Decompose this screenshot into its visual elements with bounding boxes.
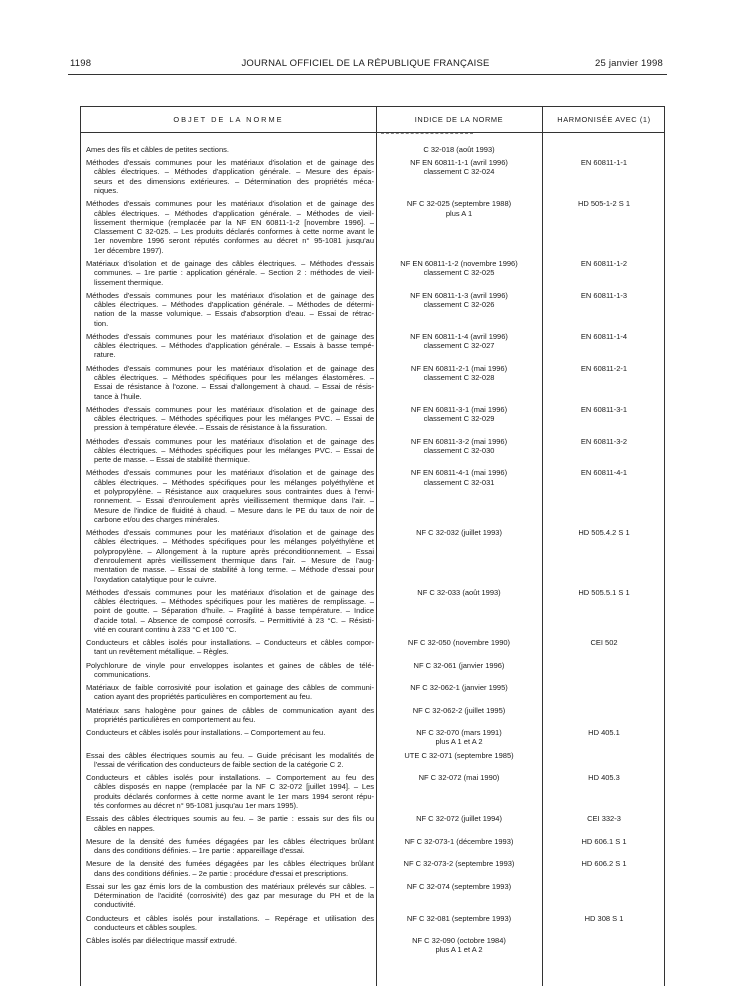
- indice-line: NF C 32-074 (septembre 1993): [406, 881, 512, 891]
- indice-line: NF C 32-073-2 (septembre 1993): [403, 859, 515, 869]
- cell-objet: [86, 661, 374, 680]
- objet-line: Essai des câbles électriques soumis au feu. – Guide précisant les modalités de: [86, 750, 374, 760]
- objet-line: Mesure de la densité des fumées dégagées par les câbles électriques brûlant: [86, 836, 374, 846]
- objet-line: câbles électriques. – Méthodes spécifiques pour les mélanges polyéthylène et: [94, 537, 374, 547]
- indice-line: classement C 32-030: [423, 445, 495, 455]
- harmonisee-line: EN 60811-4-1: [580, 468, 628, 478]
- objet-line: Méthodes d'essais communes pour les matériaux d'isolation et de gainage des: [86, 587, 374, 597]
- table-row: [81, 364, 664, 401]
- harmonisee-line: HD 505.5.1 S 1: [578, 587, 630, 597]
- indice-line: NF C 32-072 (juillet 1994): [416, 814, 502, 824]
- cell-harmonisee: [543, 773, 665, 782]
- indice-line: classement C 32-028: [423, 372, 495, 382]
- indice-line: NF C 32-032 (juillet 1993): [416, 528, 502, 538]
- table-row: [81, 814, 664, 833]
- table-row: [81, 773, 664, 810]
- harmonisee-line: HD 308 S 1: [584, 913, 624, 923]
- cell-harmonisee: [543, 914, 665, 923]
- cell-indice: [377, 332, 541, 351]
- objet-line: tance à l'huile.: [94, 391, 142, 401]
- table-row: [81, 259, 664, 287]
- objet-line: dans des conditions définies. – 2e partie : procédure d'essai et prescriptions.: [94, 868, 349, 878]
- table-row: [81, 437, 664, 465]
- harmonisee-line: HD 405.1: [588, 728, 620, 738]
- harmonisee-line: EN 60811-2-1: [580, 363, 628, 373]
- cell-indice: [377, 751, 541, 760]
- objet-line: l'oxydation catalytique pour le cuivre.: [94, 574, 217, 584]
- cell-objet: [86, 638, 374, 657]
- journal-title: JOURNAL OFFICIEL DE LA RÉPUBLIQUE FRANÇAISE: [241, 58, 490, 69]
- objet-line: vité en courant continu à 233 °C et 100 °C.: [94, 624, 237, 634]
- objet-line: câbles électriques. – Méthodes d'application générale. – Mesure des épais-: [94, 167, 374, 177]
- cell-objet: [86, 728, 374, 737]
- objet-line: câbles électriques. – Méthodes spécifiques pour les mélanges élastomères. –: [94, 372, 374, 382]
- table-row: [81, 661, 664, 680]
- table-row: [81, 706, 664, 725]
- objet-line: Méthodes d'essais communes pour les matériaux d'isolation et de gainage des: [86, 199, 374, 209]
- harmonisee-line: HD 505.4.2 S 1: [578, 528, 630, 538]
- objet-line: pression à température élevée. – Essais de résistance à la fissuration.: [94, 423, 328, 433]
- objet-line: cation ayant des propriétés particulières en comportement au feu.: [94, 692, 313, 702]
- objet-line: conducteurs et câbles souples.: [94, 922, 197, 932]
- objet-line: lissement thermique.: [94, 277, 164, 287]
- objet-line: niques.: [94, 186, 119, 196]
- column-header-harmonisee: HARMONISÉE AVEC (1): [557, 115, 651, 124]
- objet-line: perte de masse. – Essai de stabilité thermique.: [94, 455, 250, 465]
- table-row: [81, 145, 664, 154]
- indice-line: plus A 1 et A 2: [435, 945, 483, 955]
- objet-line: carbone et/ou des charges minérales.: [94, 514, 220, 524]
- cell-indice: [377, 259, 541, 278]
- objet-line: Essai sur les gaz émis lors de la combustion des matériaux prélevés sur câbles. –: [86, 881, 374, 891]
- harmonisee-line: CEI 332-3: [587, 814, 621, 824]
- objet-line: tant un revêtement métallique. – Règles.: [94, 647, 229, 657]
- cell-indice: [377, 528, 541, 537]
- cell-objet: [86, 528, 374, 584]
- cell-indice: [377, 437, 541, 456]
- cell-indice: [377, 914, 541, 923]
- standards-table: [80, 106, 665, 986]
- cell-objet: [86, 468, 374, 524]
- cell-objet: [86, 837, 374, 856]
- objet-line: Essai de résistance à l'ozone. – Essai d'allongement à chaud. – Essai de résis-: [94, 382, 374, 392]
- cell-indice: [377, 882, 541, 891]
- cell-objet: [86, 751, 374, 770]
- objet-line: Détermination de l'acidité (corrosivité) des gaz par mesurage du PH et de la: [94, 891, 374, 901]
- cell-indice: [377, 145, 541, 154]
- indice-line: NF EN 60811-4-1 (mai 1996): [410, 468, 508, 478]
- cell-objet: [86, 882, 374, 910]
- indice-line: plus A 1 et A 2: [435, 737, 483, 747]
- objet-line: Câbles isolés par diélectrique massif extrudé.: [86, 936, 237, 946]
- objet-line: Conducteurs et câbles isolés pour installations. – Comportement au feu des: [86, 773, 374, 783]
- objet-line: Méthodes d'essais communes pour les matériaux d'isolation et de gainage des: [86, 290, 374, 300]
- objet-line: 1er décembre 1997).: [94, 245, 164, 255]
- indice-line: NF C 32-090 (octobre 1984): [412, 936, 506, 946]
- indice-line: UTE C 32-071 (septembre 1985): [404, 750, 514, 760]
- table-row: [81, 199, 664, 255]
- column-header-objet: OBJET DE LA NORME: [173, 115, 284, 124]
- table-row: [81, 751, 664, 770]
- cell-objet: [86, 859, 374, 878]
- cell-objet: [86, 364, 374, 401]
- objet-line: câbles en nappes.: [94, 823, 155, 833]
- objet-line: Ames des fils et câbles de petites sections.: [86, 145, 229, 154]
- cell-indice: [377, 405, 541, 424]
- table-row: [81, 405, 664, 433]
- indice-line: NF EN 60811-3-2 (mai 1996): [410, 436, 508, 446]
- harmonisee-line: EN 60811-1-4: [580, 331, 628, 341]
- table-row: [81, 158, 664, 195]
- harmonisee-line: EN 60811-1-2: [580, 259, 628, 268]
- cell-harmonisee: [543, 364, 665, 373]
- harmonisee-line: CEI 502: [590, 638, 618, 648]
- objet-line: et polypropylène. – Résistance aux craquelures sous contraintes dues à l'envi-: [94, 486, 374, 496]
- objet-line: câbles disposés en nappe (remplacée par la NF C 32-072 [juillet 1994]. – Les: [94, 782, 374, 792]
- table-row: [81, 837, 664, 856]
- harmonisee-line: HD 606.2 S 1: [581, 859, 627, 869]
- objet-line: Matériaux de faible corrosivité pour isolation et gainage des câbles de communi-: [86, 683, 374, 693]
- objet-line: Mesure de la densité des fumées dégagées par les câbles électriques brûlant: [86, 859, 374, 869]
- cell-harmonisee: [543, 405, 665, 414]
- indice-line: classement C 32-029: [423, 414, 495, 424]
- indice-line: NF C 32-070 (mars 1991): [416, 728, 502, 738]
- objet-line: Méthodes d'essais communes pour les matériaux d'isolation et de gainage des: [86, 363, 374, 373]
- objet-line: câbles électriques. – Méthodes d'application générale. – Méthodes de vieil-: [94, 208, 374, 218]
- objet-line: Conducteurs et câbles isolés pour installations. – Comportement au feu.: [86, 728, 326, 738]
- cell-indice: [377, 364, 541, 383]
- cell-indice: [377, 199, 541, 218]
- indice-line: NF EN 60811-3-1 (mai 1996): [410, 404, 508, 414]
- cell-harmonisee: [543, 814, 665, 823]
- cell-indice: [377, 936, 541, 955]
- objet-line: Méthodes d'essais communes pour les matériaux d'isolation et de gainage des: [86, 331, 374, 341]
- objet-line: l'essai de vérification des conducteurs de faible section de la catégorie C 2.: [94, 759, 344, 769]
- cell-harmonisee: [543, 588, 665, 597]
- indice-line: classement C 32-025: [423, 268, 495, 278]
- cell-harmonisee: [543, 259, 665, 268]
- page-header: [68, 58, 663, 72]
- cell-objet: [86, 814, 374, 833]
- indice-line: NF C 32-062-2 (juillet 1995): [412, 705, 506, 715]
- indice-line: NF EN 60811-1-3 (avril 1996): [410, 290, 508, 300]
- indice-line: C 32-018 (août 1993): [423, 145, 495, 154]
- indice-line: NF C 32-081 (septembre 1993): [406, 913, 512, 923]
- cell-harmonisee: [543, 332, 665, 341]
- table-row: [81, 528, 664, 584]
- cell-harmonisee: [543, 199, 665, 208]
- harmonisee-line: EN 60811-3-1: [580, 404, 628, 414]
- table-row: [81, 882, 664, 910]
- objet-line: Polychlorure de vinyle pour enveloppes isolantes et gaines de câbles de télé-: [86, 660, 374, 670]
- cell-indice: [377, 291, 541, 310]
- objet-line: point de goutte. – Séparation d'huile. – Fragilité à basse température. – Indice: [94, 606, 374, 616]
- cell-indice: [377, 661, 541, 670]
- objet-line: d'acide total. – Absence de composé corrosifs. – Permittivité à 23 °C. – Résisti-: [94, 615, 374, 625]
- objet-line: tion.: [94, 318, 109, 328]
- cell-indice: [377, 728, 541, 747]
- cell-indice: [377, 706, 541, 715]
- indice-line: NF C 32-050 (novembre 1990): [407, 638, 511, 648]
- cell-harmonisee: [543, 638, 665, 647]
- harmonisee-line: HD 405.3: [588, 773, 620, 783]
- indice-line: NF EN 60811-1-1 (avril 1996): [410, 158, 508, 168]
- harmonisee-line: EN 60811-1-3: [580, 290, 628, 300]
- objet-line: seurs et des dimensions extérieures. – Détermination des propriétés méca-: [94, 176, 374, 186]
- table-header: [81, 107, 664, 133]
- objet-line: Méthodes d'essais communes pour les matériaux d'isolation et de gainage des: [86, 158, 374, 168]
- indice-line: classement C 32-026: [423, 300, 495, 310]
- cell-harmonisee: [543, 859, 665, 868]
- objet-line: câbles électriques. – Méthodes spécifiques pour les mélanges polyéthylène et: [94, 477, 374, 487]
- cell-objet: [86, 683, 374, 702]
- objet-line: polypropylène. – Allongement à la rupture après préconditionnement. – Essai: [94, 546, 374, 556]
- cell-objet: [86, 291, 374, 328]
- table-row: [81, 332, 664, 360]
- indice-line: NF EN 60811-1-4 (avril 1996): [410, 331, 508, 341]
- cell-objet: [86, 914, 374, 933]
- cell-objet: [86, 332, 374, 360]
- cell-indice: [377, 158, 541, 177]
- objet-line: Conducteurs et câbles isolés pour installations. – Repérage et utilisation des: [86, 913, 374, 923]
- objet-line: Méthodes d'essais communes pour les matériaux d'isolation et de gainage des: [86, 528, 374, 538]
- indice-line: NF C 32-033 (août 1993): [417, 587, 501, 597]
- cell-objet: [86, 158, 374, 195]
- objet-line: Mesure de l'indice de fluidité à chaud. – Mesure dans le PE du taux de noir de: [94, 505, 374, 515]
- cell-indice: [377, 683, 541, 692]
- cell-harmonisee: [543, 837, 665, 846]
- cell-indice: [377, 588, 541, 597]
- indice-line: plus A 1: [445, 208, 473, 218]
- table-row: [81, 638, 664, 657]
- cell-objet: [86, 773, 374, 810]
- table-row: [81, 683, 664, 702]
- indice-line: NF C 32-062-1 (janvier 1995): [410, 683, 508, 693]
- objet-line: d'enroulement après vieillissement thermique dans l'air. – Mesure de l'aug-: [94, 555, 374, 565]
- cell-objet: [86, 588, 374, 634]
- cell-indice: [377, 837, 541, 846]
- cell-indice: [377, 638, 541, 647]
- harmonisee-line: HD 505-1-2 S 1: [577, 199, 631, 209]
- objet-line: câbles électriques. – Méthodes spécifiques pour les mélanges PVC. – Essai de: [94, 445, 374, 455]
- indice-line: classement C 32-024: [423, 167, 495, 177]
- harmonisee-line: HD 606.1 S 1: [581, 836, 627, 846]
- cell-harmonisee: [543, 158, 665, 167]
- cell-objet: [86, 405, 374, 433]
- objet-line: Classement C 32-025. – Les produits déclarés conformes à cette norme avant le: [94, 227, 374, 237]
- objet-line: dans des conditions définies. – 1re partie : appareillage d'essai.: [94, 846, 305, 856]
- objet-line: conductivité.: [94, 900, 136, 910]
- cell-harmonisee: [543, 468, 665, 477]
- objet-line: câbles électriques. – Méthodes spécifiques pour les matières de remplissage. –: [94, 597, 374, 607]
- objet-line: tés conformes au décret n° 95-1081 jusqu'au 1er mars 1995).: [94, 801, 299, 811]
- header-rule: [68, 74, 667, 75]
- cell-objet: [86, 259, 374, 287]
- objet-line: Conducteurs et câbles isolés pour installations. – Conducteurs et câbles compor-: [86, 638, 374, 648]
- cell-harmonisee: [543, 437, 665, 446]
- indice-line: NF EN 60811-2-1 (mai 1996): [410, 363, 508, 373]
- objet-line: communes. – 1re partie : application générale. – Section 2 : méthodes de vieil-: [94, 268, 374, 278]
- table-row: [81, 468, 664, 524]
- objet-line: Méthodes d'essais communes pour les matériaux d'isolation et de gainage des: [86, 436, 374, 446]
- cell-indice: [377, 468, 541, 487]
- cell-objet: [86, 199, 374, 255]
- cell-objet: [86, 936, 374, 945]
- objet-line: ronnement. – Essai d'enroulement après vieillissement thermique dans l'air. –: [94, 496, 374, 506]
- objet-line: 1er novembre 1996 seront réputés conformes au décret n° 95-1081 jusqu'au: [94, 236, 374, 246]
- table-row: [81, 914, 664, 933]
- objet-line: rature.: [94, 350, 116, 360]
- publication-date: 25 janvier 1998: [595, 58, 663, 69]
- objet-line: nation de la masse volumique. – Essais d'absorption d'eau. – Essai de rétrac-: [94, 309, 374, 319]
- objet-line: Essais des câbles électriques soumis au feu. – 3e partie : essais sur des fils ou: [86, 814, 374, 824]
- indice-line: NF C 32-061 (janvier 1996): [413, 660, 505, 670]
- objet-line: communications.: [94, 669, 151, 679]
- cell-indice: [377, 859, 541, 868]
- cell-indice: [377, 814, 541, 823]
- cell-harmonisee: [543, 528, 665, 537]
- objet-line: câbles électriques. – Méthodes d'application générale. – Méthodes de détermi-: [94, 300, 374, 310]
- objet-line: Méthodes d'essais communes pour les matériaux d'isolation et de gainage des: [86, 468, 374, 478]
- indice-line: classement C 32-027: [423, 341, 495, 351]
- table-row: [81, 936, 664, 955]
- objet-line: câbles électriques. – Méthodes d'application générale. – Essais à basse tempé-: [94, 341, 374, 351]
- objet-line: câbles électriques. – Méthodes spécifiques pour les mélanges PVC. – Essai de: [94, 414, 374, 424]
- cell-harmonisee: [543, 728, 665, 737]
- objet-line: lissement thermique (remplacée par la NF EN 60811-1-2 [novembre 1996]. –: [94, 217, 374, 227]
- indice-line: NF C 32-025 (septembre 1988): [406, 199, 512, 209]
- cell-objet: [86, 706, 374, 725]
- indice-line: NF C 32-073-1 (décembre 1993): [404, 836, 514, 846]
- harmonisee-line: EN 60811-1-1: [580, 158, 628, 168]
- cell-objet: [86, 145, 374, 154]
- indice-line: classement C 32-031: [423, 477, 495, 487]
- objet-line: mentation de masse. – Essai de stabilité à long terme. – Méthode d'essai pour: [94, 565, 374, 575]
- cell-harmonisee: [543, 291, 665, 300]
- indice-line: NF C 32-072 (mai 1990): [418, 773, 500, 783]
- objet-line: produits déclarés conformes à cette norme avant le 1er mars 1994 seront répu-: [94, 791, 374, 801]
- harmonisee-line: EN 60811-3-2: [580, 436, 628, 446]
- indice-line: NF EN 60811-1-2 (novembre 1996): [400, 259, 518, 268]
- table-row: [81, 859, 664, 878]
- header-dash-mark: [381, 133, 473, 134]
- column-header-indice: INDICE DE LA NORME: [414, 115, 504, 124]
- cell-objet: [86, 437, 374, 465]
- page-number: 1198: [70, 58, 92, 69]
- table-row: [81, 291, 664, 328]
- cell-indice: [377, 773, 541, 782]
- objet-line: Matériaux d'isolation et de gainage des câbles électriques. – Méthodes d'essais: [86, 259, 374, 268]
- objet-line: Matériaux sans halogène pour gaines de câbles de communication ayant des: [86, 705, 374, 715]
- table-row: [81, 728, 664, 747]
- table-row: [81, 588, 664, 635]
- objet-line: Méthodes d'essais communes pour les matériaux d'isolation et de gainage des: [86, 404, 374, 414]
- objet-line: propriétés particulières en comportement au feu.: [94, 714, 256, 724]
